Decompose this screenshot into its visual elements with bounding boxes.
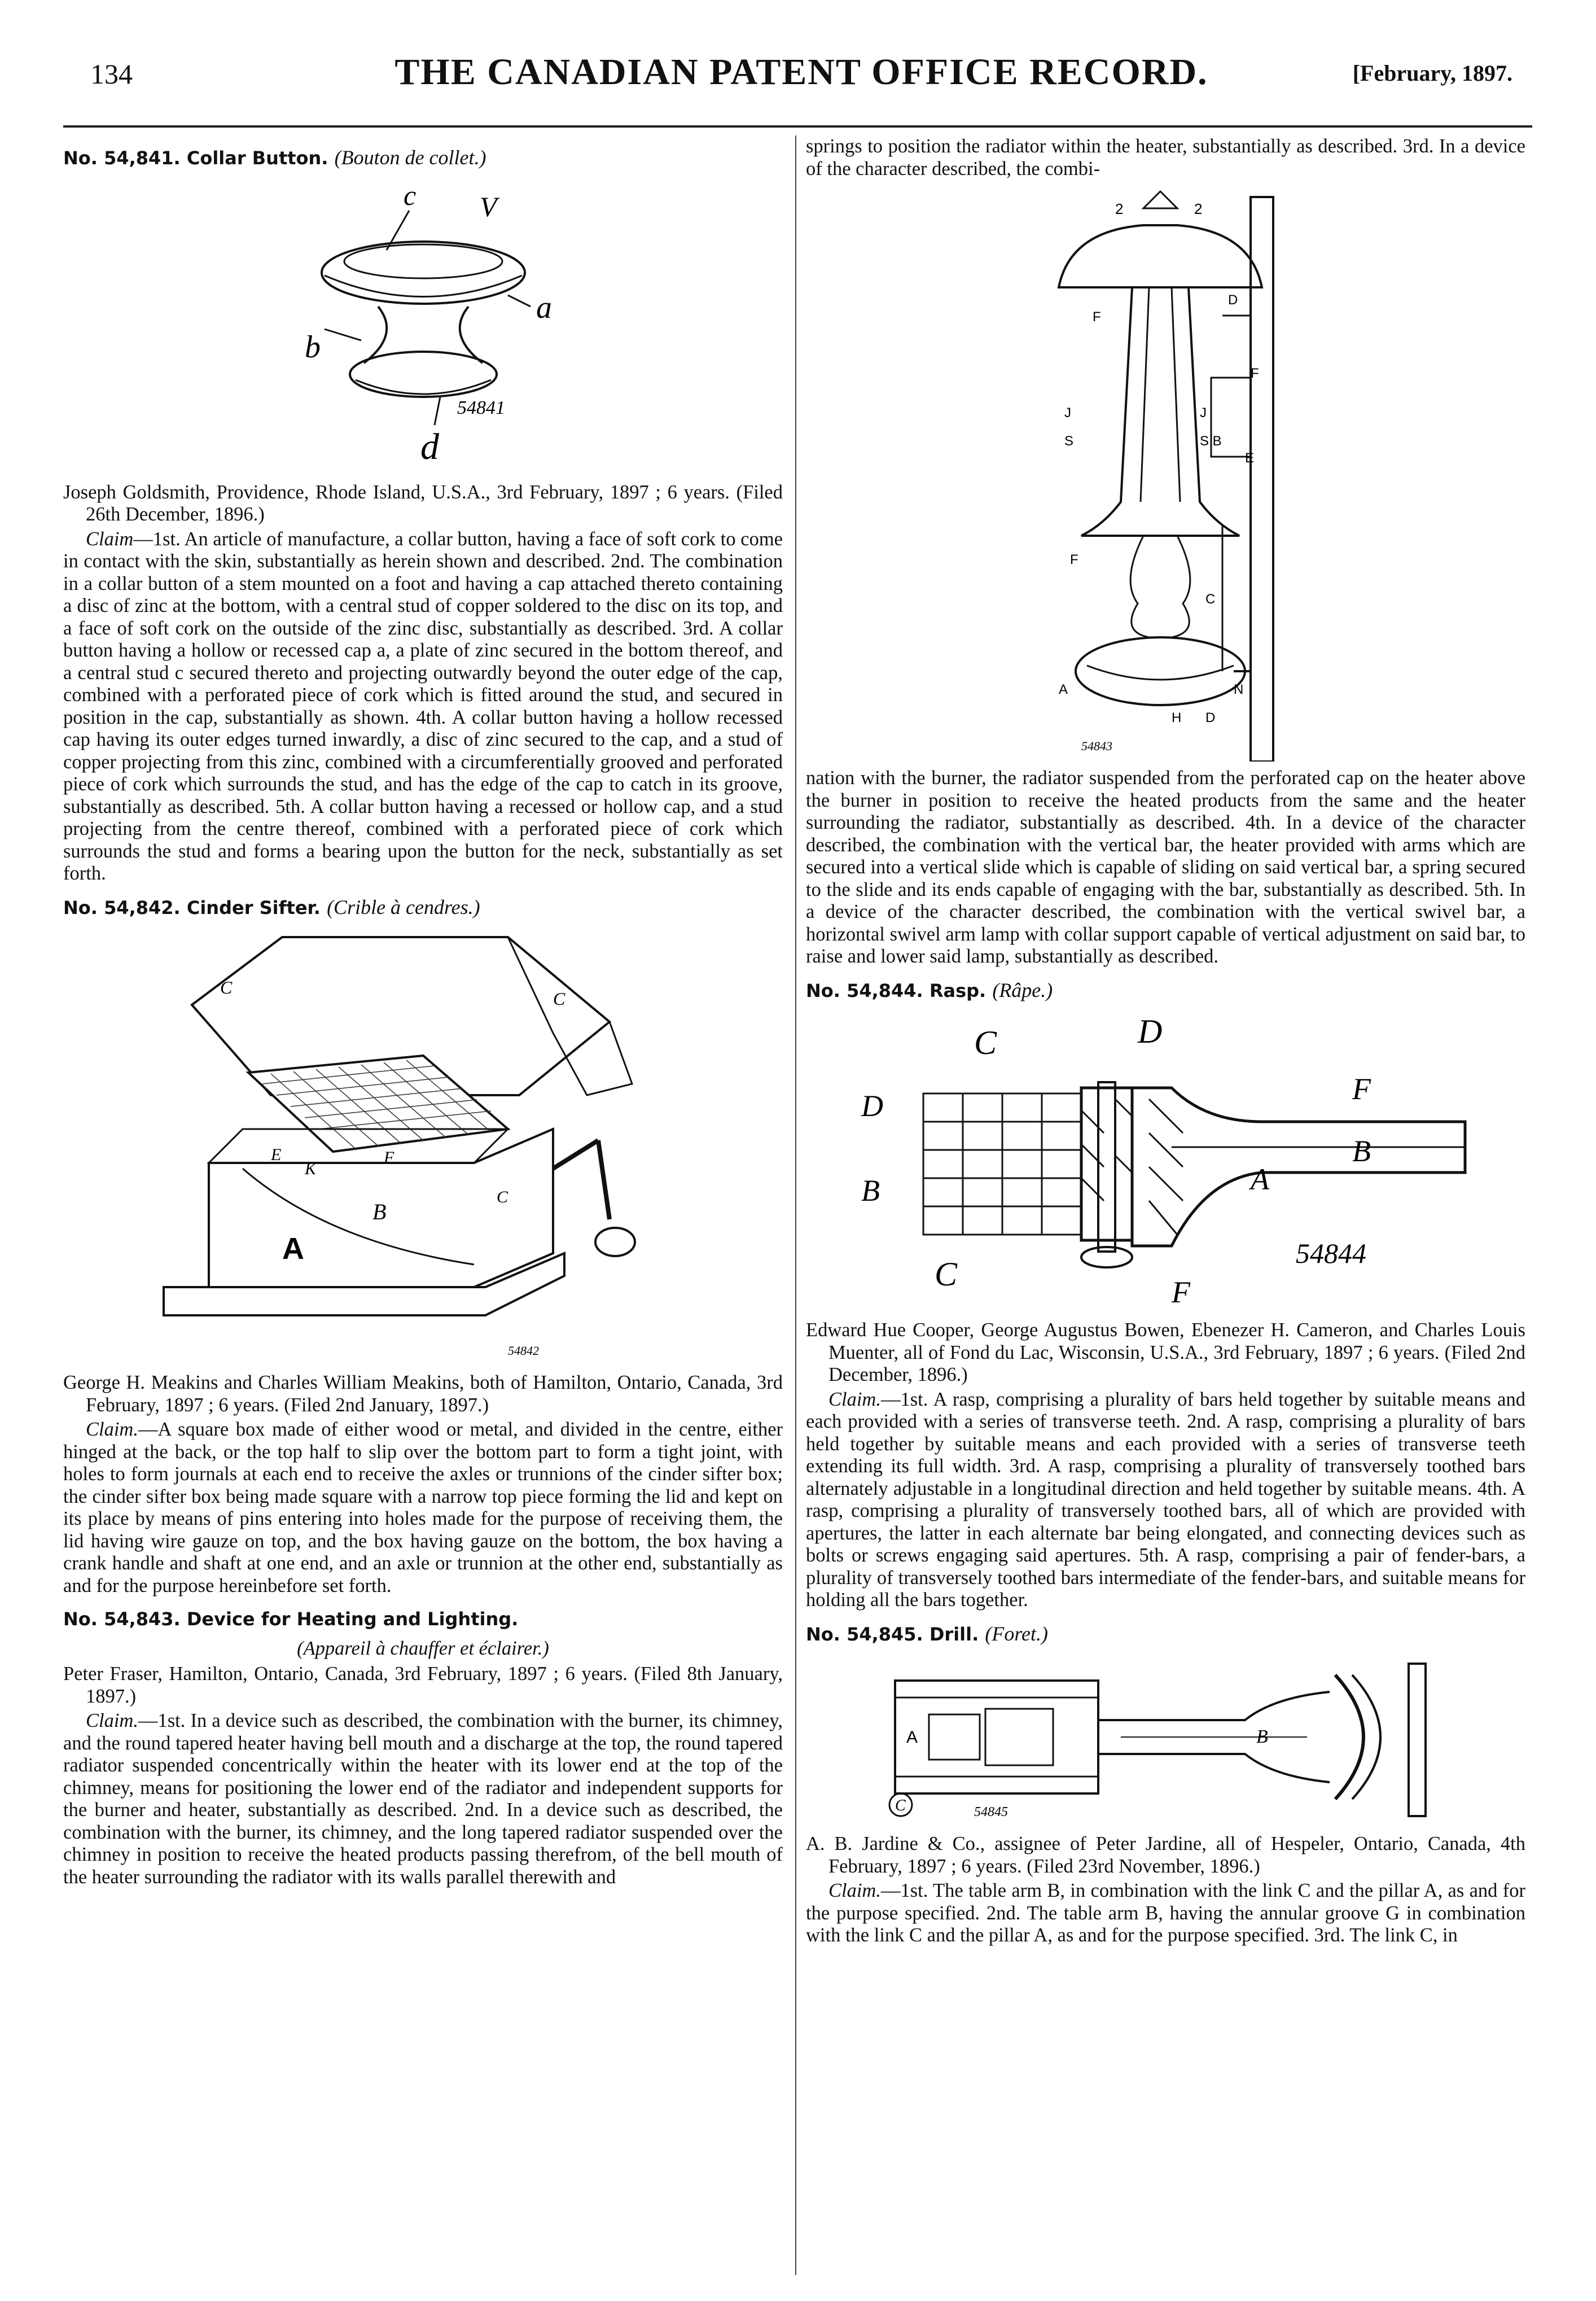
figure-label-c-left: C	[220, 977, 232, 998]
patent-number: No. 54,842.	[63, 896, 181, 918]
claim-label: Claim.	[86, 1710, 138, 1731]
figure-label-b: B	[372, 1199, 386, 1224]
drill-figure	[884, 1652, 1448, 1827]
figure-label-f: F	[383, 1148, 394, 1167]
inventor-details: Peter Fraser, Hamilton, Ontario, Canada, 3rd February, 1897 ; 6 years. (Filed 8th January, 1897.)	[63, 1663, 783, 1707]
claim-label: Claim	[86, 528, 134, 550]
figure-label-a: A	[282, 1232, 304, 1266]
patent-name-french: (Bouton de collet.)	[334, 146, 486, 169]
figure-number: 54843	[1081, 739, 1112, 753]
figure-label-d-side: D	[861, 1089, 883, 1123]
patent-name-french: (Crible à cendres.)	[327, 895, 480, 918]
figure-label-f-lower: F	[1069, 552, 1078, 567]
figure-label-f-top: F	[1352, 1072, 1371, 1106]
figure-number: 54845	[974, 1805, 1008, 1819]
figure-label-h: H	[1171, 710, 1181, 725]
page-number: 134	[90, 58, 133, 90]
figure-label-c-right: C	[553, 988, 565, 1009]
figure-label-f-side: F	[1250, 366, 1259, 381]
figure-label-s: S	[1064, 434, 1073, 449]
patent-name: Drill.	[929, 1623, 979, 1645]
inventor-details: Joseph Goldsmith, Providence, Rhode Island, U.S.A., 3rd February, 1897 ; 6 years. (Filed 26th December, 1896.)	[63, 481, 783, 525]
entry-heading	[63, 896, 783, 920]
figure-label-b: b	[304, 329, 321, 365]
patent-number: No. 54,843.	[63, 1608, 181, 1630]
figure-label-a: A	[1058, 682, 1068, 697]
cinder-sifter-figure	[158, 926, 689, 1366]
figure-label-c-crank: C	[496, 1188, 508, 1206]
patent-name-french: (Râpe.)	[992, 978, 1053, 1001]
figure-label-c: c	[403, 179, 416, 211]
patent-number: No. 54,845.	[806, 1623, 923, 1645]
figure-label-f-bottom: F	[1171, 1275, 1190, 1309]
claim-text	[63, 528, 783, 885]
figure-label-d-top: D	[1137, 1013, 1162, 1050]
claim-body: —1st. In a device such as described, the combination with the burner, its chimney, and the round tapered heater having bell mouth and a discharge at the top, the round tapered radiator suspended concentrically within the heater with its lower end at the top of the chimney, means for positioning the lower end of the radiator and independent supports for the burner and heater, substantially as described. 2nd. In a device such as described, the combination with the burner, its chimney, and the long tapered radiator suspended over the chimney in position to receive the heated products passing therefrom, of the bell mouth of the heater surrounding the radiator with its walls parallel therewith and	[63, 1710, 783, 1888]
claim-body: —1st. An article of manufacture, a collar button, having a face of soft cork to come in contact with the skin, substantially as herein shown and described. 2nd. The combination in a collar button of a stem mounted on a foot and having a cap attached thereto containing a disc of zinc at the bottom, with a central stud of copper soldered to the disc on its top, and a face of soft cork on the outside of the zinc disc, substantially as described. 3rd. A collar button having a hollow or recessed cap a, a plate of zinc secured in the bottom thereof, and a central stud c secured thereto and projecting outwardly beyond the outer edge of the cap, combined with a perforated piece of cork which is fitted around the stud, and secured in position in the cap, substantially as shown. 4th. A collar button having a hollow recessed cap having its outer edges turned inwardly, a disc of zinc secured to the cap, and a stud of copper projecting from this zinc, combined with a circumferentially grooved and perforated piece of cork which surrounds the stud, and has the edge of the cap to catch in its groove, substantially as described. 5th. A collar button having a recessed or hollow cap, and a stud projecting from the centre thereof, combined with a perforated piece of cork which surrounds the stud and forms a bearing upon the button for the neck, substantially as set forth.	[63, 528, 783, 884]
inventor-details: A. B. Jardine & Co., assignee of Peter Jardine, all of Hespeler, Ontario, Canada, 4th February, 1897 ; 6 years. (Filed 23rd November, 1896.)	[806, 1833, 1525, 1877]
figure-number: 54844	[1295, 1237, 1366, 1269]
figure-label-c: C	[895, 1797, 906, 1814]
left-column	[63, 135, 783, 1888]
figure-label-2-left: 2	[1115, 200, 1123, 217]
collar-button-figure	[271, 177, 576, 476]
figure-label-e: E	[1244, 450, 1254, 466]
claim-text	[63, 1710, 783, 1888]
entry-heading	[806, 979, 1525, 1003]
figure-label-a: A	[1250, 1162, 1269, 1196]
entry-heading	[63, 1608, 783, 1631]
patent-number: No. 54,841.	[63, 147, 181, 169]
inventor-details: Edward Hue Cooper, George Augustus Bowen, Ebenezer H. Cameron, and Charles Louis Muenter, all of Fond du Lac, Wisconsin, U.S.A., 3rd February, 1897 ; 6 years. (Filed 2nd December, 1896.)	[806, 1319, 1525, 1385]
patent-name: Rasp.	[929, 979, 986, 1001]
journal-title: THE CANADIAN PATENT OFFICE RECORD.	[394, 51, 1208, 93]
page-header	[90, 51, 1512, 113]
patent-name-french: (Foret.)	[985, 1622, 1049, 1645]
figure-label-a: A	[906, 1728, 918, 1747]
figure-label-e: E	[270, 1145, 281, 1164]
figure-number: 54841	[457, 397, 505, 418]
claim-label: Claim.	[86, 1419, 138, 1440]
figure-label-d-lower: D	[1205, 710, 1215, 725]
claim-body: —1st. A rasp, comprising a plurality of bars held together by suitable means and each provided with a series of transverse teeth. 2nd. A rasp, comprising a plurality of bars held together by suitable means and each provided with a series of transverse teeth extending its full width. 3rd. A rasp, comprising a plurality of transversely toothed bars alternately adjustable in a longitudinal direction and held together by suitable means. 4th. A rasp, comprising a plurality of transversely toothed bars, all of which are provided with apertures, the latter in each alternate bar being elongated, and connecting devices such as bolts or screws engaging said apertures. 5th. A rasp, comprising a pair of fender-bars, a plurality of transversely toothed bars intermediate of the fender-bars, and suitable means for holding all the bars together.	[806, 1388, 1525, 1611]
figure-label-b-right: B	[1352, 1134, 1371, 1168]
claim-text	[806, 1389, 1525, 1612]
figure-label-c-top: C	[974, 1024, 997, 1061]
figure-label-v: V	[479, 190, 497, 222]
figure-label-b: B	[1256, 1726, 1268, 1747]
claim-label: Claim.	[828, 1880, 881, 1901]
heating-lighting-figure	[1036, 186, 1296, 762]
figure-label-n: N	[1233, 682, 1243, 697]
figure-label-j-right: J	[1199, 405, 1207, 421]
patent-number: No. 54,844.	[806, 979, 923, 1001]
rasp-figure	[856, 1009, 1476, 1314]
claim-text	[806, 1880, 1525, 1947]
patent-name: Cinder Sifter.	[186, 896, 321, 918]
entry-heading	[63, 147, 783, 170]
figure-label-a: a	[536, 290, 552, 325]
column-divider	[795, 135, 796, 2275]
patent-entry-54841	[63, 147, 783, 885]
claim-body: —1st. The table arm B, in combination with the link C and the pillar A, as and for the purpose specified. 2nd. The table arm B, having the annular groove G in combination with the link C and the pillar A, as and for the purpose specified. 3rd. The link C, in	[806, 1880, 1525, 1946]
inventor-details: George H. Meakins and Charles William Meakins, both of Hamilton, Ontario, Canada, 3rd February, 1897 ; 6 years. (Filed 2nd January, 1897.)	[63, 1372, 783, 1416]
patent-entry-54842	[63, 896, 783, 1598]
patent-entry-54843	[63, 1608, 783, 1888]
patent-name: Collar Button.	[186, 147, 328, 169]
patent-name: Device for Heating and Lighting.	[186, 1608, 519, 1630]
patent-name-french: (Appareil à chauffer et éclairer.)	[297, 1637, 549, 1659]
issue-date: [February, 1897.	[1352, 60, 1512, 86]
entry-heading	[806, 1623, 1525, 1646]
figure-label-d-top: D	[1227, 292, 1238, 308]
figure-label-d: d	[420, 426, 439, 467]
figure-number: 54842	[507, 1344, 539, 1358]
claim-continuation: springs to position the radiator within the heater, substantially as described. 3rd. In a device of the character described, the combi-	[806, 135, 1525, 180]
figure-label-c-bottom: C	[934, 1256, 957, 1293]
figure-label-f-top: F	[1092, 309, 1101, 325]
right-column	[806, 135, 1525, 1947]
claim-label: Claim.	[828, 1388, 881, 1410]
claim-body: —A square box made of either wood or metal, and divided in the centre, either hinged at the back, or the top half to slip over the bottom part to form a tight joint, with holes to form journals at each end to receive the axles or trunnions of the cinder sifter box; the cinder sifter box being made square with a narrow top piece forming the lid and kept on its place by means of pins entering into holes made for the purpose of receiving them, the lid having wire gauze on top, and the box having gauze on the bottom, the box having a crank handle and shaft at one end, and an axle or trunnion at the other end, substantially as and for the purpose hereinbefore set forth.	[63, 1419, 783, 1596]
figure-label-c: C	[1205, 592, 1215, 607]
patent-entry-54845	[806, 1623, 1525, 1947]
claim-continuation: nation with the burner, the radiator suspended from the perforated cap on the heater above the burner in position to receive the heated products from the same and the heater surrounding the radiator, substantially as described. 4th. In a device of the character described, the combination with the vertical bar, the heater provided with arms which are secured into a vertical slide which is capable of sliding on said vertical bar, a spring secured to the slide and its ends capable of engaging with the bar, substantially as described. 5th. In a device of the character described, the combination with the vertical swivel bar, a horizontal swivel arm lamp with collar support capable of vertical adjustment on said bar, to raise and lower said lamp, substantially as described.	[806, 767, 1525, 967]
figure-label-j-left: J	[1064, 405, 1071, 421]
figure-label-k: K	[304, 1160, 316, 1178]
patent-entry-54844	[806, 979, 1525, 1612]
patent-entry-54843-continued	[806, 135, 1525, 968]
figure-label-s-b: S B	[1199, 434, 1222, 449]
claim-text	[63, 1419, 783, 1597]
figure-label-2-right: 2	[1194, 200, 1202, 217]
header-rule	[63, 125, 1532, 128]
figure-label-b-left: B	[861, 1174, 880, 1208]
